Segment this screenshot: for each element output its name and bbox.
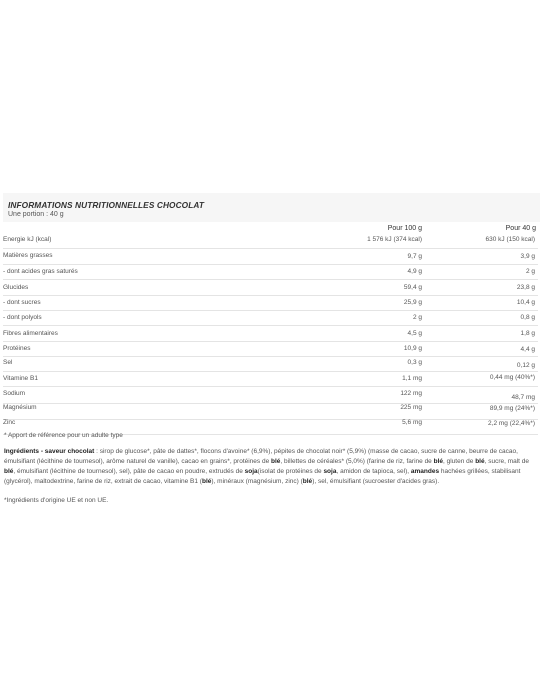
value-per-100g: 9,7 g [407, 253, 422, 260]
value-per-100g: 4,5 g [407, 330, 422, 337]
value-per-40g: 4,4 g [520, 346, 535, 353]
table-row [3, 389, 538, 404]
page-title: INFORMATIONS NUTRITIONNELLES CHOCOLAT [8, 200, 205, 210]
table-row [3, 281, 538, 296]
row-divider [3, 325, 538, 326]
row-divider [3, 403, 538, 404]
value-per-100g: 122 mg [400, 390, 422, 397]
value-per-100g: 10,9 g [403, 345, 422, 352]
ingredients-text: Ingrédients - saveur chocolat : sirop de glucose*, pâte de dattes*, flocons d'avoine* (6,9%), pépites de chocolat noir* (5,9%) (masse de cacao, sucre de canne, beurre de cacao, émulsifiant (lécithine de tournesol), arôme naturel de vanille), cacao en grains*, protéines de blé, billettes de céréales* (5,0%) (farine de riz, farine de blé, gluten de blé, sucre, malt de blé, émulsifiant (lécithine de tournesol), sel), pâte de cacao en poudre, extrudés de soja(isolat de protéines de soja, amidon de tapioca, sel), amandes hachées grillées, stabilisant (glycérol), maltodextrine, farine de riz, extrait de cacao, vitamine B1 (blé), minéraux (magnésium, zinc) (blé), sel, émulsifiant (sucroester d'acides gras). [4, 448, 530, 485]
nutrient-label: Vitamine B1 [3, 375, 38, 382]
table-row [3, 311, 538, 326]
nutrient-label: Fibres alimentaires [3, 330, 58, 337]
nutrient-label: - dont sucres [3, 299, 41, 306]
table-row [3, 296, 538, 311]
nutrient-label: Protéines [3, 345, 31, 352]
value-per-100g: 59,4 g [403, 284, 422, 291]
value-per-40g: 2,2 mg (22,4%*) [488, 420, 535, 427]
table-row [3, 405, 538, 420]
table-row [3, 265, 538, 280]
nutrient-label: - dont acides gras saturés [3, 268, 78, 275]
nutrient-label: Sodium [3, 390, 26, 397]
table-row [3, 372, 538, 387]
value-per-40g: 48,7 mg [511, 394, 535, 401]
table-row [3, 327, 538, 342]
value-per-100g: 225 mg [400, 404, 422, 411]
nutrient-label: Sel [3, 359, 13, 366]
value-per-100g: 1 576 kJ (374 kcal) [367, 236, 422, 243]
nutrient-label: Zinc [3, 419, 16, 426]
value-per-100g: 0,3 g [407, 359, 422, 366]
nutrient-label: Magnésium [3, 404, 37, 411]
value-per-40g: 89,9 mg (24%*) [489, 405, 535, 412]
portion-size: Une portion : 40 g [8, 211, 64, 218]
nutrient-label: Energie kJ (kcal) [3, 236, 52, 243]
nutrient-label: Glucides [3, 284, 29, 291]
origin-note: *Ingrédients d'origine UE et non UE. [4, 497, 109, 504]
table-row [3, 357, 538, 372]
table-row [3, 250, 538, 265]
value-per-100g: 1,1 mg [402, 375, 422, 382]
value-per-40g: 630 kJ (150 kcal) [485, 236, 535, 243]
value-per-100g: 2 g [412, 314, 422, 321]
value-per-40g: 0,12 g [516, 362, 535, 369]
reference-footnote: * Apport de référence pour un adulte type [4, 432, 123, 439]
value-per-40g: 2 g [525, 268, 535, 275]
nutrient-label: - dont polyols [3, 314, 42, 321]
value-per-40g: 23,8 g [516, 284, 535, 291]
value-per-100g: 25,9 g [403, 299, 422, 306]
table-row [3, 234, 538, 249]
row-divider [3, 386, 538, 387]
column-header-per-40g: Pour 40 g [505, 225, 536, 232]
row-divider [3, 279, 538, 280]
value-per-40g: 10,4 g [516, 299, 535, 306]
value-per-40g: 1,8 g [520, 330, 535, 337]
column-header-per-100g: Pour 100 g [387, 225, 422, 232]
value-per-40g: 0,8 g [520, 314, 535, 321]
row-divider [3, 248, 538, 249]
value-per-40g: 0,44 mg (40%*) [489, 374, 535, 381]
nutrient-label: Matières grasses [3, 252, 53, 259]
table-row [3, 342, 538, 357]
ingredients-heading: Ingrédients - saveur chocolat [4, 448, 95, 455]
value-per-100g: 4,9 g [407, 268, 422, 275]
value-per-100g: 5,6 mg [402, 419, 422, 426]
value-per-40g: 3,9 g [520, 253, 535, 260]
